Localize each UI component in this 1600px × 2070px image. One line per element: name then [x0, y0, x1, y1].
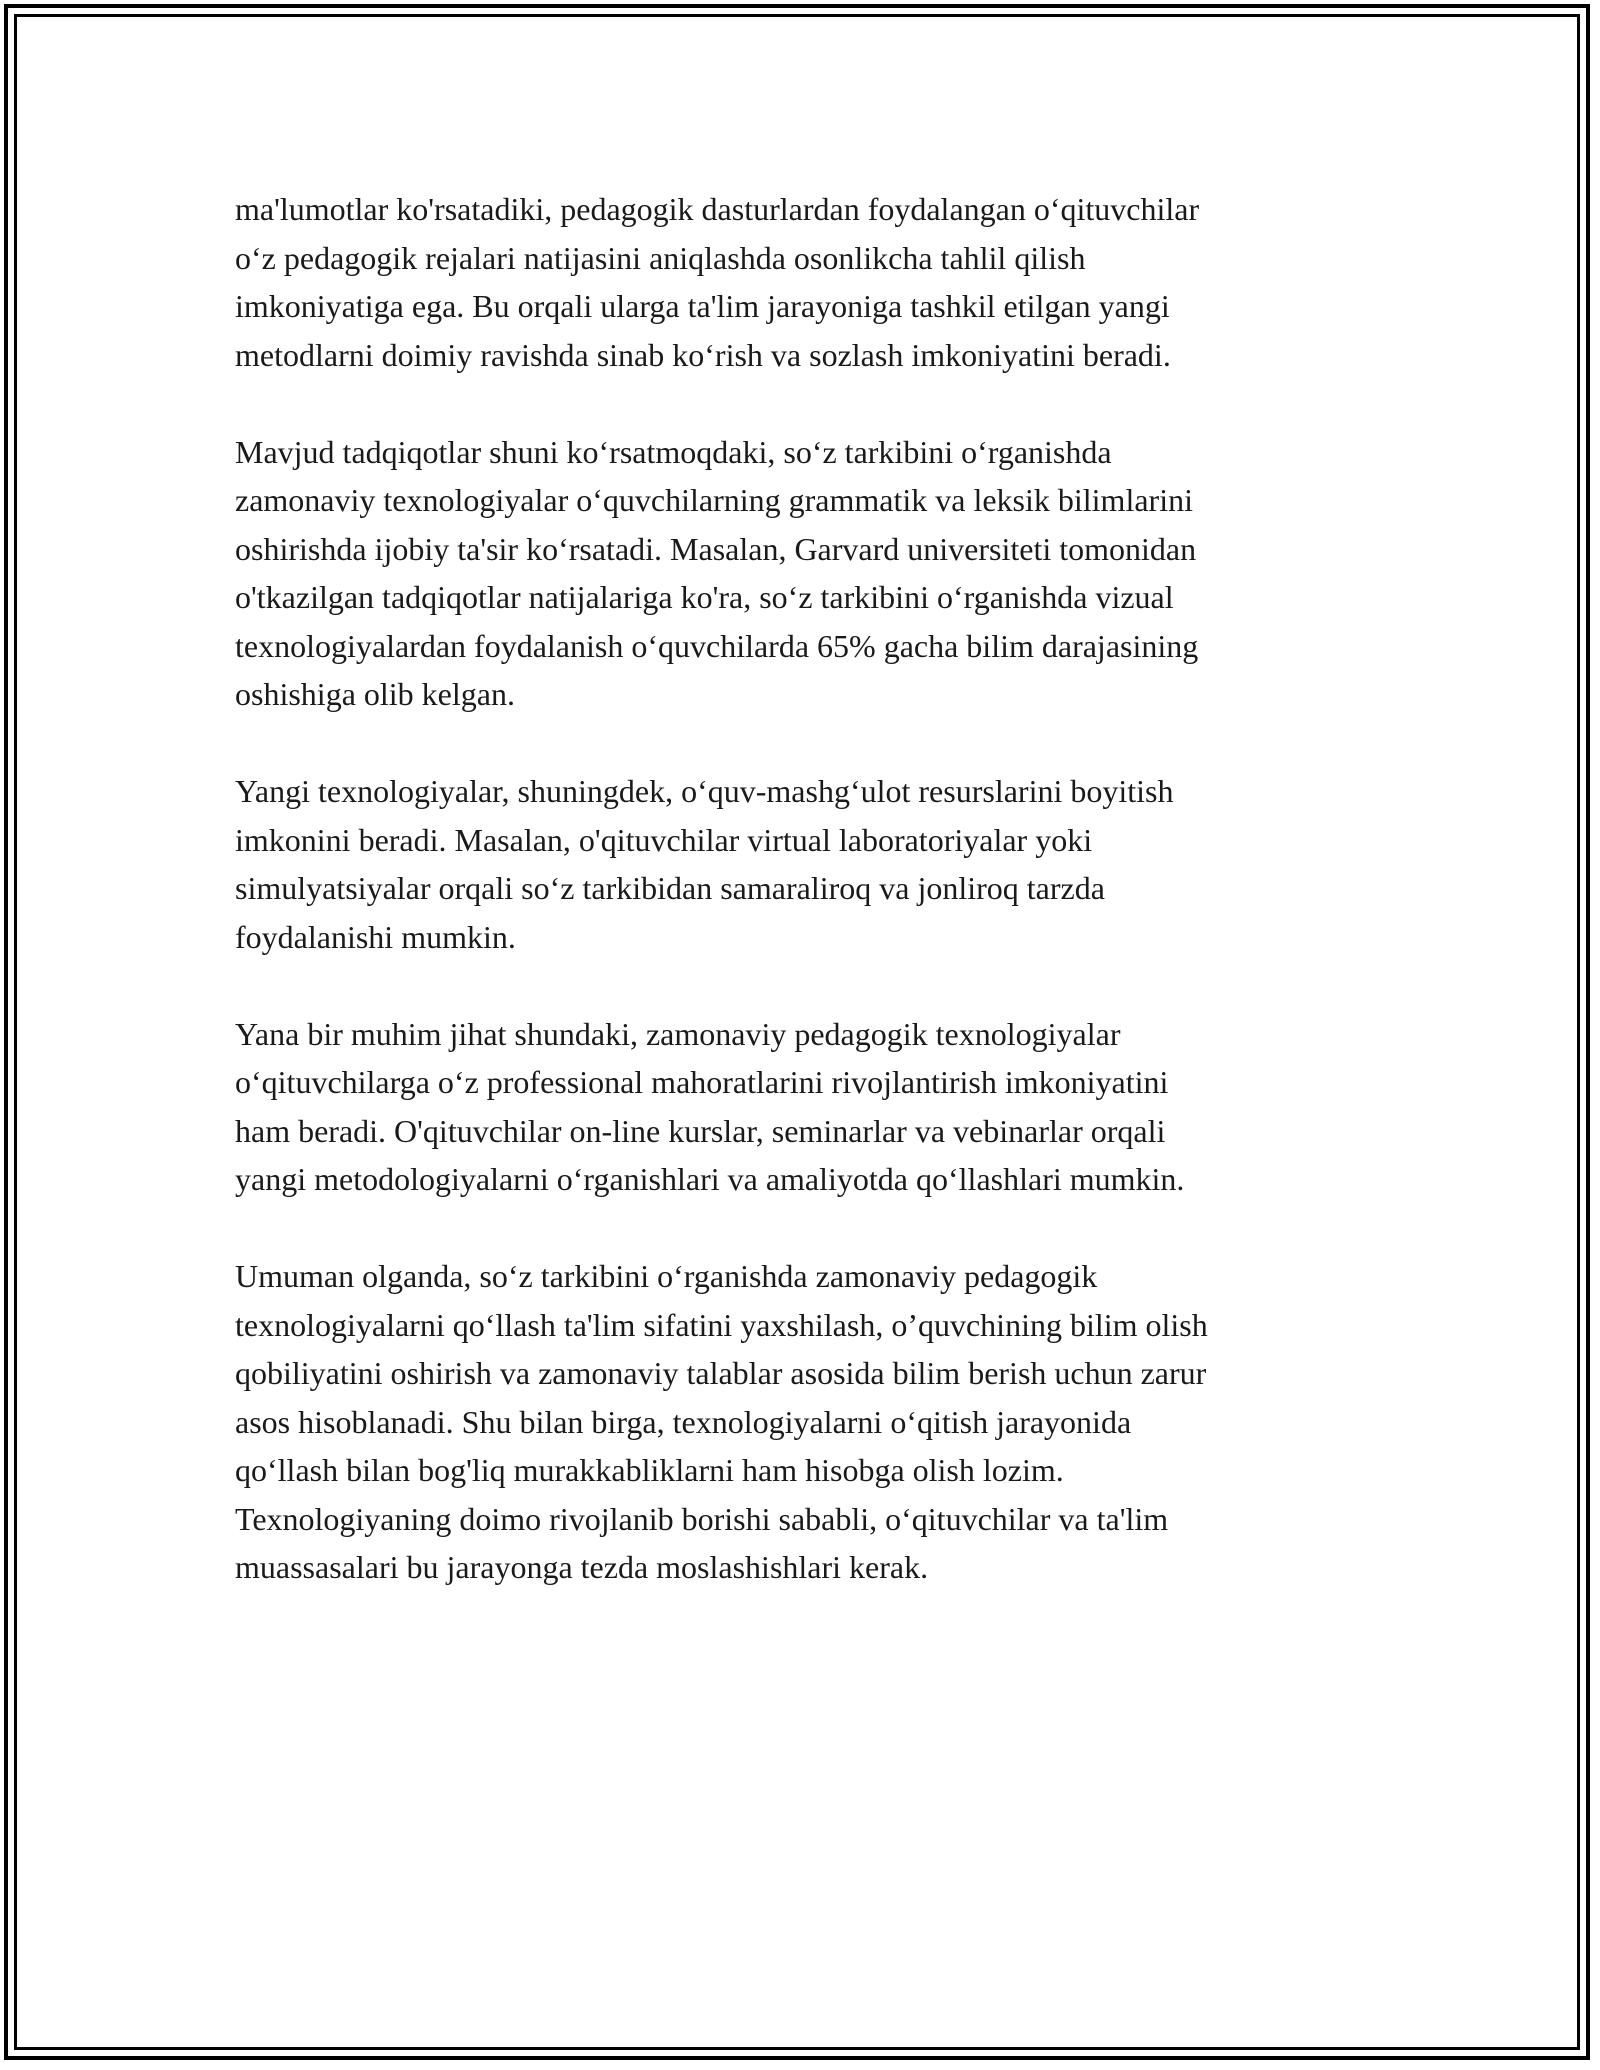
- text-line: Yana bir muhim jihat shundaki, zamonaviy pedagogik texnologiyalar: [235, 1015, 1121, 1052]
- text-line: texnologiyalardan foydalanish o‘quvchilarda 65% gacha bilim darajasining: [235, 627, 1199, 664]
- document-body: [235, 185, 1385, 1640]
- text-line: o‘z pedagogik rejalari natijasini aniqlashda osonlikcha tahlil qilish: [235, 239, 1086, 276]
- text-line: oshishiga olib kelgan.: [235, 676, 515, 712]
- text-line: Texnologiyaning doimo rivojlanib borishi sababli, o‘qituvchilar va ta'lim: [235, 1500, 1169, 1537]
- paragraph-4: [235, 1010, 1385, 1204]
- text-line: simulyatsiyalar orqali so‘z tarkibidan samaraliroq va jonliroq tarzda: [235, 870, 1105, 906]
- text-line: imkonini beradi. Masalan, o'qituvchilar virtual laboratoriyalar yoki: [235, 821, 1093, 858]
- text-line: oshirishda ijobiy ta'sir ko‘rsatadi. Masalan, Garvard universiteti tomonidan: [235, 530, 1197, 567]
- text-line: imkoniyatiga ega. Bu orqali ularga ta'lim jarayoniga tashkil etilgan yangi: [235, 288, 1170, 324]
- paragraph-1: [235, 185, 1385, 379]
- text-line: Umuman olganda, so‘z tarkibini o‘rganishda zamonaviy pedagogik: [235, 1258, 1098, 1294]
- text-line: zamonaviy texnologiyalar o‘quvchilarning grammatik va leksik bilimlarini: [235, 482, 1193, 518]
- text-line: qobiliyatini oshirish va zamonaviy talablar asosida bilim berish uchun zarur: [235, 1355, 1207, 1391]
- text-line: Yangi texnologiyalar, shuningdek, o‘quv-mashg‘ulot resurslarini boyitish: [235, 773, 1174, 809]
- text-line: muassasalari bu jarayonga tezda moslashishlari kerak.: [235, 1549, 929, 1585]
- text-line: Mavjud tadqiqotlar shuni ko‘rsatmoqdaki, so‘z tarkibini o‘rganishda: [235, 433, 1112, 470]
- text-line: qo‘llash bilan bog'liq murakkabliklarni ham hisobga olish lozim.: [235, 1452, 1064, 1488]
- text-line: metodlarni doimiy ravishda sinab ko‘rish va sozlash imkoniyatini beradi.: [235, 336, 1171, 373]
- paragraph-3: [235, 767, 1385, 961]
- text-line: o‘qituvchilarga o‘z professional mahoratlarini rivojlantirish imkoniyatini: [235, 1064, 1169, 1100]
- paragraph-5: [235, 1252, 1385, 1592]
- text-line: ham beradi. O'qituvchilar on-line kurslar, seminarlar va vebinarlar orqali: [235, 1112, 1166, 1149]
- paragraph-2: [235, 428, 1385, 719]
- text-line: foydalanishi mumkin.: [235, 918, 516, 955]
- text-line: texnologiyalarni qo‘llash ta'lim sifatini yaxshilash, o’quvchining bilim olish: [235, 1306, 1208, 1343]
- text-line: yangi metodologiyalarni o‘rganishlari va amaliyotda qo‘llashlari mumkin.: [235, 1161, 1185, 1197]
- text-line: asos hisoblanadi. Shu bilan birga, texnologiyalarni o‘qitish jarayonida: [235, 1403, 1132, 1440]
- text-line: ma'lumotlar ko'rsatadiki, pedagogik dasturlardan foydalangan o‘qituvchilar: [235, 191, 1200, 227]
- text-line: o'tkazilgan tadqiqotlar natijalariga ko'ra, so‘z tarkibini o‘rganishda vizual: [235, 579, 1174, 615]
